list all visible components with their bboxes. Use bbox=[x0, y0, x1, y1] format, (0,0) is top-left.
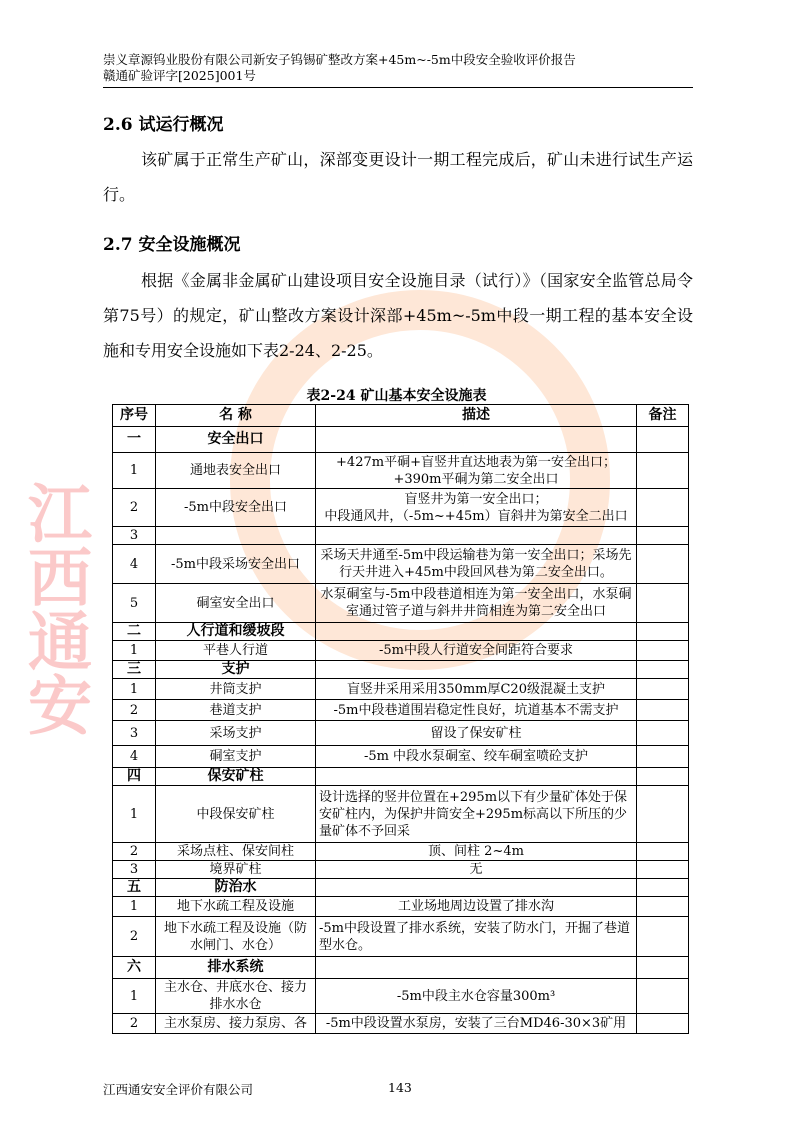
cell-desc: -5m中段主水仓容量300m³ bbox=[316, 979, 637, 1014]
cell-remark bbox=[637, 897, 689, 917]
header-doc-number: 赣通矿验评字[2025]001号 bbox=[103, 68, 256, 83]
cell-remark bbox=[637, 917, 689, 957]
table-header-row bbox=[113, 405, 689, 427]
cell-remark bbox=[637, 1014, 689, 1034]
cell-no: 4 bbox=[113, 545, 156, 584]
cell-name: 支护 bbox=[156, 661, 316, 679]
table-row bbox=[113, 861, 689, 879]
table-row bbox=[113, 721, 689, 746]
cell-desc: 采场天井通至-5m中段运输巷为第一安全出口；采场先行天井进入+45m中段回风巷为第二安全出口。 bbox=[316, 545, 637, 584]
cell-name: 地下水疏工程及设施 bbox=[156, 897, 316, 917]
cell-desc bbox=[316, 527, 637, 545]
table-row bbox=[113, 917, 689, 957]
cell-no: 3 bbox=[113, 861, 156, 879]
cell-desc: 设计选择的竖井位置在+295m以下有少量矿体处于保安矿柱内，为保护井筒安全+295m标高以下所压的少量矿体不予回采 bbox=[316, 786, 637, 843]
table-row bbox=[113, 746, 689, 768]
table-section-row bbox=[113, 879, 689, 897]
cell-name: 井筒支护 bbox=[156, 679, 316, 700]
cell-desc bbox=[316, 957, 637, 979]
table-caption: 表2-24 矿山基本安全设施表 bbox=[306, 388, 487, 404]
cell-remark bbox=[637, 700, 689, 721]
cell-name: 人行道和缓坡段 bbox=[156, 623, 316, 641]
cell-remark bbox=[637, 843, 689, 861]
section-body-2-7: 根据《金属非金属矿山建设项目安全设施目录（试行）》（国家安全监管总局令第75号）的规定，矿山整改方案设计深部+45m~-5m中段一期工程的基本安全设施和专用安全设施如下表2-24、2-25。 bbox=[103, 271, 693, 360]
table-row bbox=[113, 489, 689, 527]
watermark-text: 江西通安 bbox=[17, 480, 92, 736]
cell-remark bbox=[637, 584, 689, 623]
cell-desc: -5m中段设置水泵房，安装了三台MD46-30×3矿用 bbox=[316, 1014, 637, 1034]
section-heading-2-7: 2.7 安全设施概况 bbox=[103, 235, 241, 255]
cell-remark bbox=[637, 861, 689, 879]
table-row bbox=[113, 527, 689, 545]
cell-no: 六 bbox=[113, 957, 156, 979]
section-body-2-6: 该矿属于正常生产矿山，深部变更设计一期工程完成后，矿山未进行试生产运行。 bbox=[103, 150, 693, 204]
cell-no: 四 bbox=[113, 768, 156, 786]
cell-desc: 工业场地周边设置了排水沟 bbox=[316, 897, 637, 917]
cell-desc bbox=[316, 879, 637, 897]
cell-name: 硐室安全出口 bbox=[156, 584, 316, 623]
cell-remark bbox=[637, 768, 689, 786]
page-footer bbox=[103, 1080, 693, 1098]
cell-no: 五 bbox=[113, 879, 156, 897]
cell-name: 巷道支护 bbox=[156, 700, 316, 721]
cell-desc: -5m中段设置了排水系统，安装了防水门，开掘了巷道型水仓。 bbox=[316, 917, 637, 957]
cell-no: 4 bbox=[113, 746, 156, 768]
cell-name: 保安矿柱 bbox=[156, 768, 316, 786]
cell-name: 通地表安全出口 bbox=[156, 453, 316, 489]
table-row bbox=[113, 1014, 689, 1034]
section-heading-2-6: 2.6 试运行概况 bbox=[103, 115, 224, 135]
table-row bbox=[113, 641, 689, 661]
cell-name bbox=[156, 527, 316, 545]
cell-remark bbox=[637, 721, 689, 746]
cell-desc: -5m中段人行道安全间距符合要求 bbox=[316, 641, 637, 661]
cell-no: 5 bbox=[113, 584, 156, 623]
cell-desc bbox=[316, 768, 637, 786]
cell-name: 主水泵房、接力泵房、各 bbox=[156, 1014, 316, 1034]
cell-remark bbox=[637, 879, 689, 897]
table-row bbox=[113, 897, 689, 917]
cell-name: 采场点柱、保安间柱 bbox=[156, 843, 316, 861]
cell-desc: 无 bbox=[316, 861, 637, 879]
table-row bbox=[113, 453, 689, 489]
cell-desc: 盲竖井采用采用350mm厚C20级混凝土支护 bbox=[316, 679, 637, 700]
cell-name: 境界矿柱 bbox=[156, 861, 316, 879]
col-header-remark: 备注 bbox=[637, 405, 689, 427]
page-number: 143 bbox=[388, 1080, 412, 1095]
cell-remark bbox=[637, 623, 689, 641]
cell-name: 安全出口 bbox=[156, 427, 316, 453]
cell-no: 3 bbox=[113, 527, 156, 545]
cell-no: 1 bbox=[113, 453, 156, 489]
col-header-no: 序号 bbox=[113, 405, 156, 427]
cell-remark bbox=[637, 661, 689, 679]
footer-company: 江西通安安全评价有限公司 bbox=[103, 1082, 254, 1097]
cell-desc bbox=[316, 623, 637, 641]
cell-no: 2 bbox=[113, 917, 156, 957]
cell-no: 1 bbox=[113, 979, 156, 1014]
cell-no: 1 bbox=[113, 641, 156, 661]
table-row bbox=[113, 545, 689, 584]
table-section-row bbox=[113, 427, 689, 453]
cell-name: 主水仓、井底水仓、接力排水水仓 bbox=[156, 979, 316, 1014]
cell-no: 2 bbox=[113, 843, 156, 861]
cell-name: 排水系统 bbox=[156, 957, 316, 979]
cell-desc: 盲竖井为第一安全出口； 中段通风井，（-5m~+45m）盲斜井为第安全二出口 bbox=[316, 489, 637, 527]
safety-facilities-table bbox=[112, 404, 689, 1034]
cell-no: 1 bbox=[113, 897, 156, 917]
cell-name: -5m中段安全出口 bbox=[156, 489, 316, 527]
cell-no: 2 bbox=[113, 1014, 156, 1034]
cell-remark bbox=[637, 527, 689, 545]
cell-remark bbox=[637, 746, 689, 768]
cell-name: 采场支护 bbox=[156, 721, 316, 746]
cell-name: 平巷人行道 bbox=[156, 641, 316, 661]
table-section-row bbox=[113, 768, 689, 786]
cell-name: -5m中段采场安全出口 bbox=[156, 545, 316, 584]
cell-remark bbox=[637, 786, 689, 843]
table-row bbox=[113, 679, 689, 700]
cell-remark bbox=[637, 427, 689, 453]
cell-remark bbox=[637, 979, 689, 1014]
cell-no: 2 bbox=[113, 489, 156, 527]
page-header bbox=[103, 52, 693, 88]
cell-no: 二 bbox=[113, 623, 156, 641]
cell-desc: -5m中段巷道围岩稳定性良好，坑道基本不需支护 bbox=[316, 700, 637, 721]
table-row bbox=[113, 584, 689, 623]
cell-remark bbox=[637, 679, 689, 700]
cell-remark bbox=[637, 641, 689, 661]
cell-desc: 留设了保安矿柱 bbox=[316, 721, 637, 746]
cell-remark bbox=[637, 545, 689, 584]
cell-desc: +427m平硐+盲竖井直达地表为第一安全出口； +390m平硐为第二安全出口 bbox=[316, 453, 637, 489]
table-section-row bbox=[113, 623, 689, 641]
col-header-name: 名 称 bbox=[156, 405, 316, 427]
cell-name: 中段保安矿柱 bbox=[156, 786, 316, 843]
cell-no: 三 bbox=[113, 661, 156, 679]
cell-desc: -5m 中段水泵硐室、绞车硐室喷砼支护 bbox=[316, 746, 637, 768]
table-section-row bbox=[113, 957, 689, 979]
cell-remark bbox=[637, 453, 689, 489]
header-title: 崇义章源钨业股份有限公司新安子钨锡矿整改方案+45m~-5m中段安全验收评价报告 bbox=[103, 52, 576, 67]
col-header-desc: 描述 bbox=[316, 405, 637, 427]
table-row bbox=[113, 786, 689, 843]
table-row bbox=[113, 700, 689, 721]
cell-name: 防治水 bbox=[156, 879, 316, 897]
cell-remark bbox=[637, 489, 689, 527]
table-section-row bbox=[113, 661, 689, 679]
cell-no: 1 bbox=[113, 679, 156, 700]
cell-desc bbox=[316, 661, 637, 679]
cell-desc: 顶、间柱 2~4m bbox=[316, 843, 637, 861]
cell-desc: 水泵硐室与-5m中段巷道相连为第一安全出口，水泵硐室通过管子道与斜井井筒相连为第二安全出口 bbox=[316, 584, 637, 623]
cell-no: 1 bbox=[113, 786, 156, 843]
cell-remark bbox=[637, 957, 689, 979]
cell-desc bbox=[316, 427, 637, 453]
cell-no: 一 bbox=[113, 427, 156, 453]
cell-no: 2 bbox=[113, 700, 156, 721]
table-row bbox=[113, 979, 689, 1014]
cell-no: 3 bbox=[113, 721, 156, 746]
cell-name: 硐室支护 bbox=[156, 746, 316, 768]
cell-name: 地下水疏工程及设施（防水闸门、水仓） bbox=[156, 917, 316, 957]
table-row bbox=[113, 843, 689, 861]
